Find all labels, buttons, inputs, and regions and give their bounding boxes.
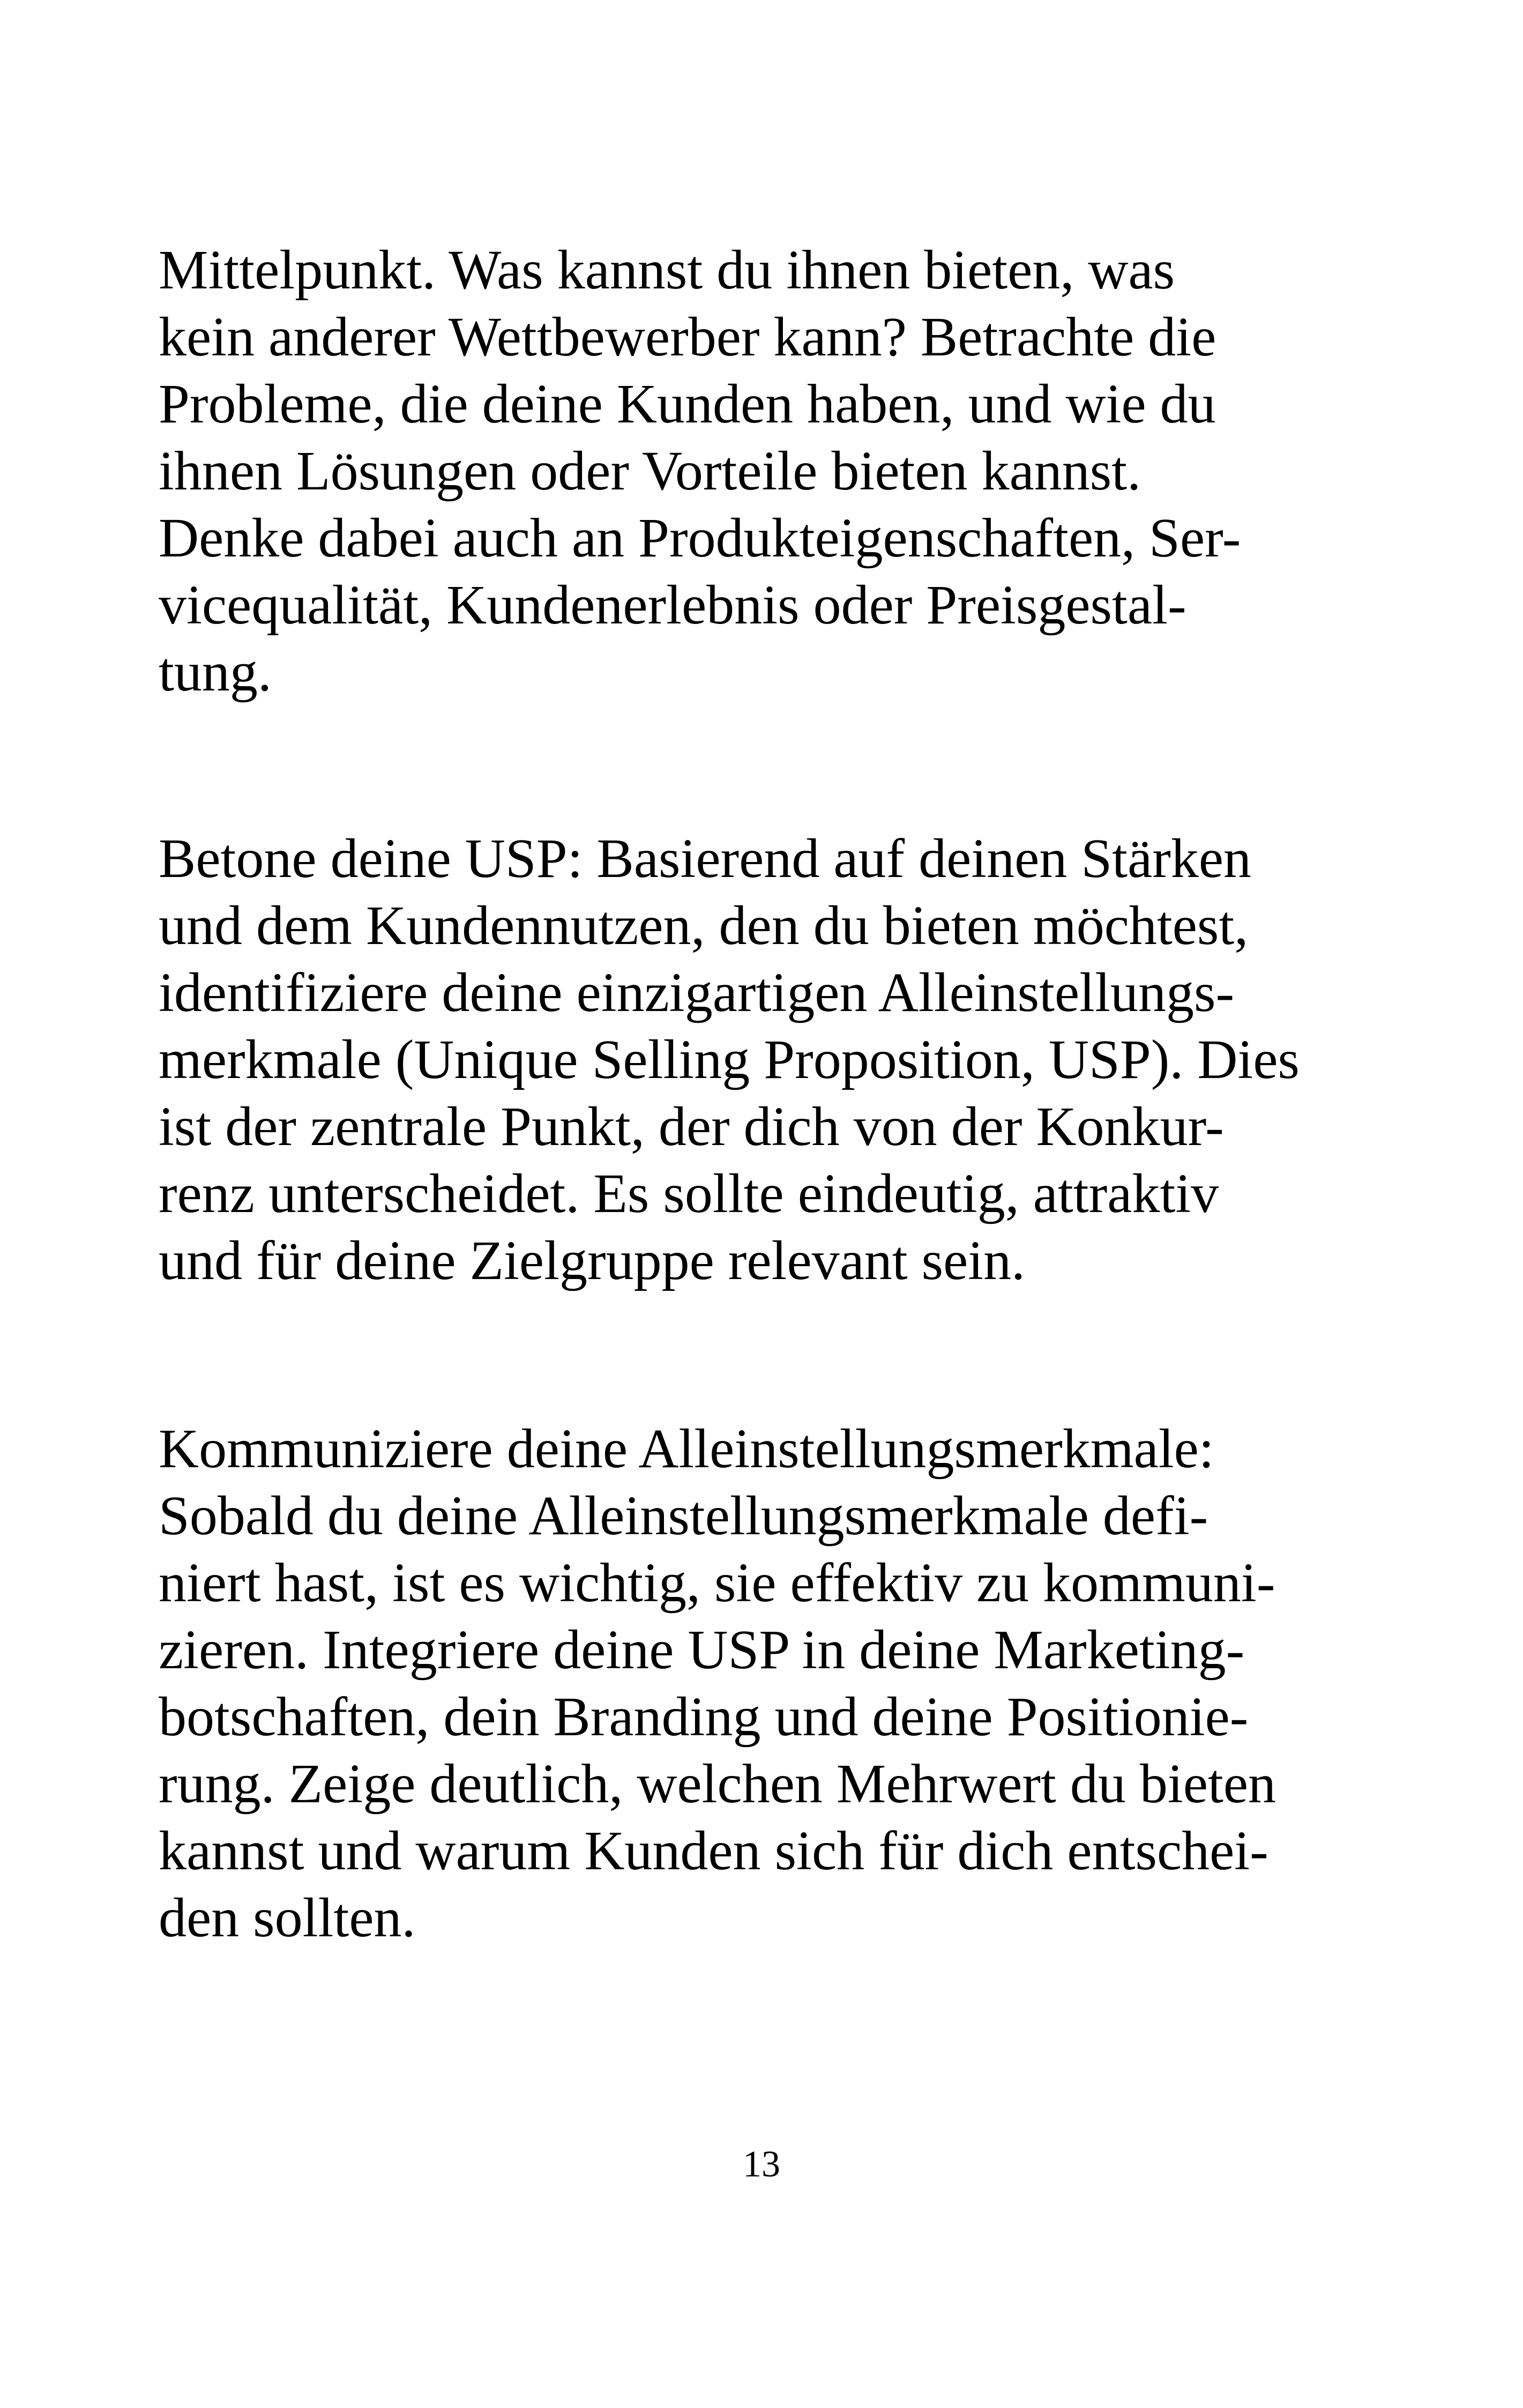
text-line: rung. Zeige deutlich, welchen Mehrwert du bieten [159,1753,1276,1815]
paragraph-emphasize-usp [159,825,1300,1294]
text-line: und für deine Zielgruppe relevant sein. [159,1230,1026,1291]
text-line: Mittelpunkt. Was kannst du ihnen bieten, was [159,239,1175,301]
text-line: Probleme, die deine Kunden haben, und wie du [159,373,1216,435]
text-line: Kommuniziere deine Alleinstellungsmerkmale: [159,1418,1214,1480]
text-line: renz unterscheidet. Es sollte eindeutig, attraktiv [159,1163,1219,1224]
page-number: 13 [743,2144,780,2185]
text-line: identifiziere deine einzigartigen Alleinstellungs- [159,962,1235,1023]
text-line: kein anderer Wettbewerber kann? Betrachte die [159,306,1216,368]
text-line: zieren. Integriere deine USP in deine Marketing- [159,1619,1245,1681]
text-line: tung. [159,641,272,703]
text-line: ist der zentrale Punkt, der dich von der Konkur- [159,1096,1224,1157]
text-line: kannst und warum Kunden sich für dich entschei- [159,1820,1268,1882]
paragraph-communicate-usp [159,1415,1276,1951]
text-line: Betone deine USP: Basierend auf deinen Stärken [159,828,1252,889]
text-line: niert hast, ist es wichtig, sie effektiv zu kommuni- [159,1552,1275,1614]
text-line: den sollten. [159,1887,416,1949]
text-line: ihnen Lösungen oder Vorteile bieten kannst. [159,440,1141,502]
text-line: vicequalität, Kundenerlebnis oder Preisgestal- [159,574,1186,636]
text-line: Denke dabei auch an Produkteigenschaften, Ser- [159,507,1241,569]
paragraph-customer-benefit [159,236,1241,705]
text-line: botschaften, dein Branding und deine Positionie- [159,1686,1249,1748]
text-line: und dem Kundennutzen, den du bieten möchtest, [159,895,1249,956]
text-line: Sobald du deine Alleinstellungsmerkmale defi- [159,1485,1208,1547]
text-line: merkmale (Unique Selling Proposition, USP). Dies [159,1029,1300,1090]
